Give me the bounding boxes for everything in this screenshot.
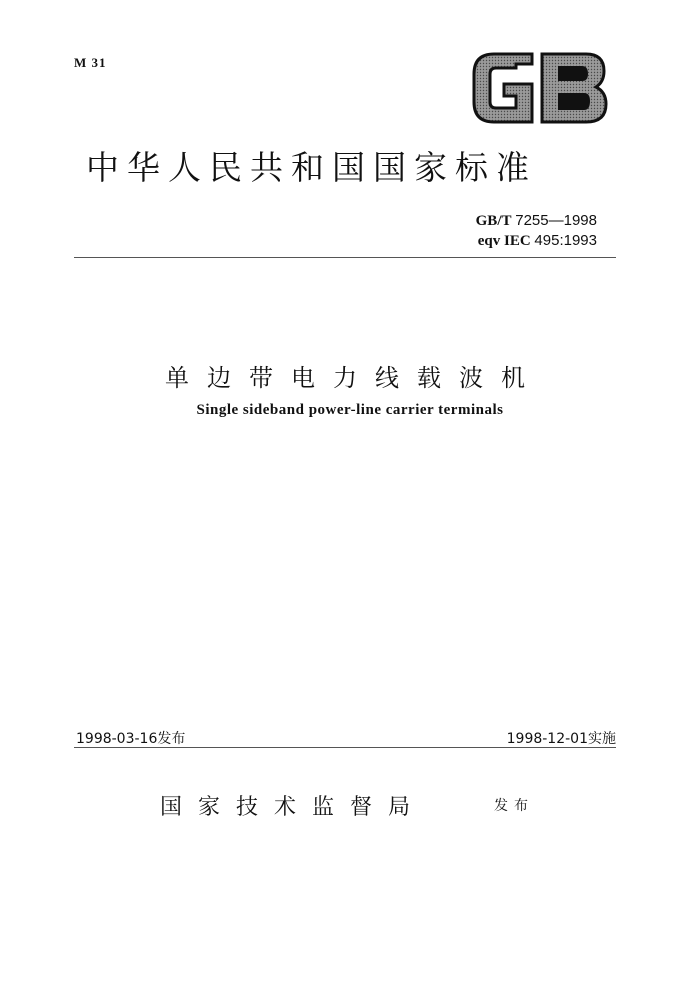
gb-number-line: [476, 211, 597, 231]
implementation-date: 1998-12-01实施: [506, 731, 616, 747]
gb-number: 7255—1998: [515, 212, 597, 229]
bottom-divider: [74, 747, 616, 748]
eqv-prefix: eqv IEC: [477, 233, 531, 249]
eqv-number-line: [476, 231, 597, 251]
gb-prefix: GB/T: [475, 213, 512, 229]
standard-number-block: [476, 211, 597, 251]
document-title-chinese: 单边带电力线载波机: [165, 364, 543, 392]
publish-label: 发布: [494, 798, 534, 814]
document-title-english: Single sideband power-line carrier terminals: [196, 402, 504, 418]
issue-date: 1998-03-16发布: [76, 731, 186, 747]
gb-standard-logo: [470, 50, 608, 126]
publisher-name: 国家技术监督局: [160, 795, 427, 820]
eqv-number: 495:1993: [534, 232, 597, 249]
classification-code: M 31: [74, 55, 107, 70]
standard-title: 中华人民共和国国家标准: [86, 148, 537, 187]
top-divider: [74, 257, 616, 258]
